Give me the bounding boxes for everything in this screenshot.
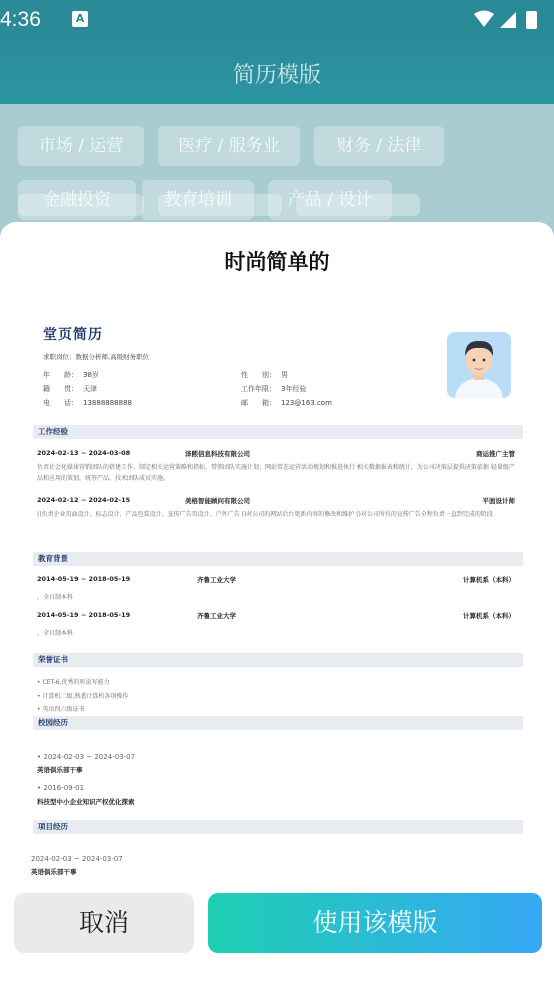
section-work: 工作经验: [33, 425, 523, 439]
info-email: 邮 箱： 123@163.com: [241, 399, 332, 407]
status-time: 4:36: [0, 8, 41, 31]
use-template-button[interactable]: 使用该模版: [208, 893, 542, 953]
category-chip[interactable]: 金融投资: [18, 180, 136, 220]
category-chip[interactable]: 市场 / 运营: [18, 126, 144, 166]
section-certificates: 荣誉证书: [33, 653, 523, 667]
work-entry-header: 2024-02-12 ~ 2024-02-15 美格智能顾问有限公司 平面设计师: [37, 496, 515, 505]
category-chip[interactable]: 医疗 / 服务业: [158, 126, 300, 166]
sheet-title: 时尚简单的: [224, 250, 330, 274]
project-item-date: 2024-02-03 ~ 2024-03-07: [31, 855, 123, 863]
avatar: [447, 332, 511, 398]
cancel-button[interactable]: 取消: [14, 893, 194, 953]
section-projects: 项目经历: [33, 820, 523, 834]
section-campus: 校园经历: [33, 716, 523, 730]
page-title: 简历模版: [232, 63, 321, 88]
edu-entry-header: 2014-05-19 ~ 2018-05-19 齐鲁工业大学 计算机系（本科）: [37, 575, 515, 584]
resume-preview: [28, 306, 528, 878]
info-gender: 性 别： 男: [241, 371, 288, 379]
work-entry-desc: ()负责企业页面设计、标志设计、产品包装设计、宣传广告页设计、户外广告 ()对公司的网站后台更新内容的修改和维护 ()对公司所有的宣传广告全程负责一直到完成的阶段: [37, 511, 493, 518]
resume-job-intent: 求职岗位：数据分析师,高级财务职位: [43, 353, 150, 361]
edu-entry-note: ，全日制本科: [37, 594, 74, 601]
battery-icon: [526, 11, 537, 29]
cert-item: • 英语四六级证书: [37, 706, 85, 713]
info-phone: 电 话： 13888888888: [43, 399, 132, 407]
category-chip[interactable]: 财务 / 法律: [314, 126, 444, 166]
cert-item: • 计算机二级,熟悉计算机各项操作: [37, 693, 129, 700]
avatar-illustration: [447, 332, 511, 398]
work-entry-desc: 负责社会化媒体营销团队的搭建工作，制定相关运营策略和指标，带领团队实施计划；网站常态运营活动规划和推进执行 相关数据报表和统计，为公司决策层提供决策依据 轻量级产品和应用的策划，统筹产品、技术团队成员实施。: [37, 464, 515, 482]
info-origin: 籍 贯： 天津: [43, 385, 97, 393]
resume-name: 堂页简历: [43, 327, 103, 343]
status-icons: [472, 9, 542, 31]
status-bar: [0, 0, 554, 40]
edu-entry-header: 2014-05-19 ~ 2018-05-19 齐鲁工业大学 计算机系（本科）: [37, 611, 515, 620]
wifi-icon: [474, 11, 494, 28]
campus-item-title: 科技型中小企业知识产权优化探索: [37, 798, 135, 806]
info-age: 年 龄： 38岁: [43, 371, 99, 379]
campus-item-date: • 2024-02-03 ~ 2024-03-07: [37, 753, 136, 761]
campus-item-date: • 2016-09-01: [37, 784, 85, 792]
work-entry-header: 2024-02-13 ~ 2024-03-08 泽熙信息科技有限公司 商运推广主管: [37, 449, 515, 458]
cert-item: • CET-6,优秀的听说写能力: [37, 679, 110, 686]
sim-icon: A: [72, 11, 88, 27]
project-item-title: 英语俱乐部干事: [31, 868, 77, 876]
section-education: 教育背景: [33, 552, 523, 566]
category-chip[interactable]: 产品 / 设计: [268, 180, 392, 220]
campus-item-title: 英语俱乐部干事: [37, 766, 83, 774]
signal-icon: [500, 12, 516, 28]
edu-entry-note: ，全日制本科: [37, 630, 74, 637]
info-years: 工作年限： 3年经验: [241, 385, 307, 393]
category-chip[interactable]: 教育培训: [142, 180, 254, 220]
